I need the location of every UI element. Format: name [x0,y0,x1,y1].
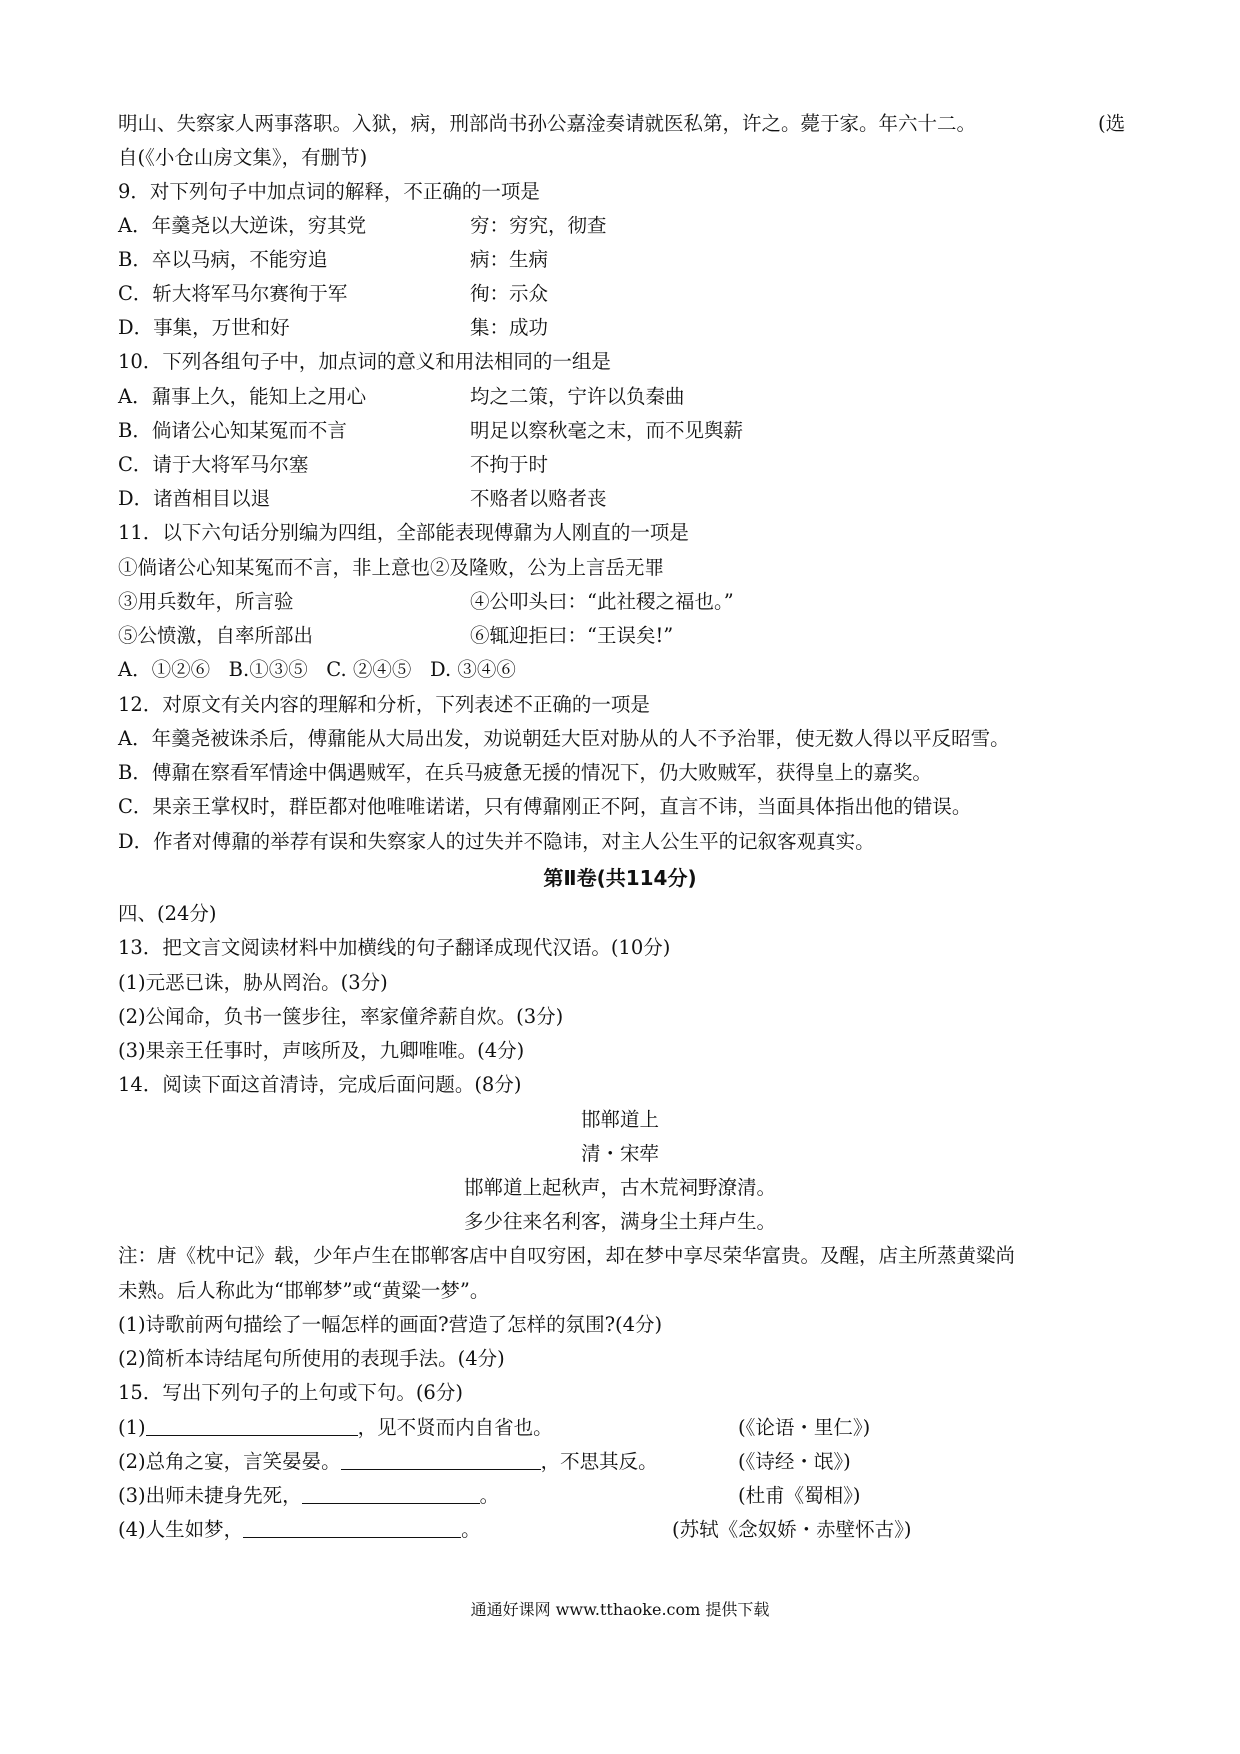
q15-item-2 [118,1450,658,1474]
q14-sub-2: (2)简析本诗结尾句所使用的表现手法。(4分) [118,1347,505,1370]
q15-item-3 [118,1484,499,1508]
q11-row-1: ①倘诸公心知某冤而不言，非上意也②及隆败，公为上言岳无罪 [118,556,665,579]
q12-stem: 12．对原文有关内容的理解和分析，下列表述不正确的一项是 [118,693,650,716]
q11-item-3: ③用兵数年，所言验 [118,590,294,613]
q15-source-1: (《论语・里仁》) [738,1416,871,1439]
q10-pair-c: 不拘于时 [470,453,549,476]
q13-stem: 13．把文言文阅读材料中加横线的句子翻译成现代汉语。(10分) [118,936,671,959]
q15-answer-blank-1[interactable] [146,1417,358,1436]
q14-note-line-2: 未熟。后人称此为“邯郸梦”或“黄粱一梦”。 [118,1279,490,1302]
q14-sub-1: (1)诗歌前两句描绘了一幅怎样的画面?营造了怎样的氛围?(4分) [118,1313,663,1336]
section-2-title: 第Ⅱ卷(共114分) [543,866,697,890]
q15-item-1 [118,1416,553,1440]
q10-stem: 10．下列各组句子中，加点词的意义和用法相同的一组是 [118,350,611,373]
q9-note-a: 穷：穷究，彻查 [470,214,607,237]
q15-answer-blank-3[interactable] [302,1485,480,1504]
q9-option-b: B．卒以马病，不能穷追 [118,248,328,271]
q12-option-b: B．傅鼐在察看军情途中偶遇贼军，在兵马疲惫无援的情况下，仍大败贼军，获得皇上的嘉奖。 [118,761,932,784]
q15-source-4: (苏轼《念奴娇・赤壁怀古》) [672,1518,912,1541]
q15-item-4-post: 。 [461,1518,481,1541]
poem-title: 邯郸道上 [580,1108,659,1131]
q10-option-a: A．鼐事上久，能知上之用心 [118,385,367,408]
q9-stem: 9．对下列句子中加点词的解释，不正确的一项是 [118,180,540,203]
q11-choices: A．①②⑥ B.①③⑤ C. ②④⑤ D. ③④⑥ [118,658,516,681]
q10-pair-d: 不赂者以赂者丧 [470,487,607,510]
q15-source-2: (《诗经・氓》) [738,1450,851,1473]
q9-note-d: 集：成功 [470,316,549,339]
q10-pair-b: 明足以察秋毫之末，而不见舆薪 [470,419,744,442]
q15-answer-blank-4[interactable] [243,1519,461,1538]
q15-item-4-pre: (4)人生如梦， [118,1518,244,1541]
q13-item-2: (2)公闻命，负书一箧步往，率家僮斧薪自炊。(3分) [118,1005,564,1028]
poem-line-2: 多少往来名利客，满身尘土拜卢生。 [463,1210,776,1233]
q11-item-5: ⑤公愤激，自率所部出 [118,624,314,647]
q14-stem: 14．阅读下面这首清诗，完成后面问题。(8分) [118,1073,522,1096]
q12-option-c: C．果亲王掌权时，群臣都对他唯唯诺诺，只有傅鼐刚正不阿，直言不讳，当面具体指出他的错误。 [118,795,972,818]
q15-item-2-pre: (2)总角之宴，言笑晏晏。 [118,1450,341,1473]
q9-option-d: D．事集，万世和好 [118,316,290,339]
q15-item-3-post: 。 [479,1484,500,1507]
q10-option-c: C．请于大将军马尔塞 [118,453,309,476]
q15-source-3: (杜甫《蜀相》) [738,1484,861,1507]
q12-option-a: A．年羹尧被诛杀后，傅鼐能从大局出发，劝说朝廷大臣对胁从的人不予治罪，使无数人得以平反昭雪。 [118,727,1010,750]
q15-item-1-post: ，见不贤而内自省也。 [357,1416,553,1439]
q15-item-2-post: ，不思其反。 [540,1450,658,1473]
intro-line-1-tail: (选 [1098,112,1126,135]
q9-option-c: C．斩大将军马尔赛徇于军 [118,282,348,305]
q9-option-a: A．年羹尧以大逆诛，穷其党 [118,214,367,237]
page-footer: 通通好课网 www.tthaoke.com 提供下载 [470,1600,770,1619]
poem-author: 清・宋荦 [580,1142,659,1165]
q15-item-4 [118,1518,481,1542]
q11-item-4: ④公叩头曰：“此社稷之福也。” [470,590,734,613]
q9-note-b: 病：生病 [470,248,549,271]
q15-item-3-pre: (3)出师未捷身先死， [118,1484,302,1507]
q13-item-3: (3)果亲王任事时，声咳所及，九卿唯唯。(4分) [118,1039,525,1062]
intro-line-1: 明山、失察家人两事落职。入狱，病，刑部尚书孙公嘉淦奏请就医私第，许之。薨于家。年六十二。 [118,112,977,135]
q10-pair-a: 均之二策，宁许以负秦曲 [470,385,685,408]
q11-item-6: ⑥辄迎拒曰：“王误矣!” [470,624,674,647]
q10-option-d: D．诸酋相目以退 [118,487,271,510]
q15-answer-blank-2[interactable] [341,1451,541,1470]
q15-item-1-pre: (1) [118,1416,146,1439]
intro-line-2: 自(《小仓山房文集》，有删节) [118,146,368,169]
q10-option-b: B．倘诸公心知某冤而不言 [118,419,347,442]
part-4-heading: 四、(24分) [118,902,217,925]
q9-note-c: 徇：示众 [470,282,549,305]
poem-line-1: 邯郸道上起秋声，古木荒祠野潦清。 [463,1176,776,1199]
q15-stem: 15．写出下列句子的上句或下句。(6分) [118,1381,463,1404]
q12-option-d: D．作者对傅鼐的举荐有误和失察家人的过失并不隐讳，对主人公生平的记叙客观真实。 [118,830,875,853]
q11-stem: 11．以下六句话分别编为四组，全部能表现傅鼐为人刚直的一项是 [118,521,689,544]
q13-item-1: (1)元恶已诛，胁从罔治。(3分) [118,971,388,994]
q14-note-line-1: 注：唐《枕中记》载，少年卢生在邯郸客店中自叹穷困，却在梦中享尽荣华富贵。及醒，店主所蒸黄粱尚 [118,1244,1016,1267]
